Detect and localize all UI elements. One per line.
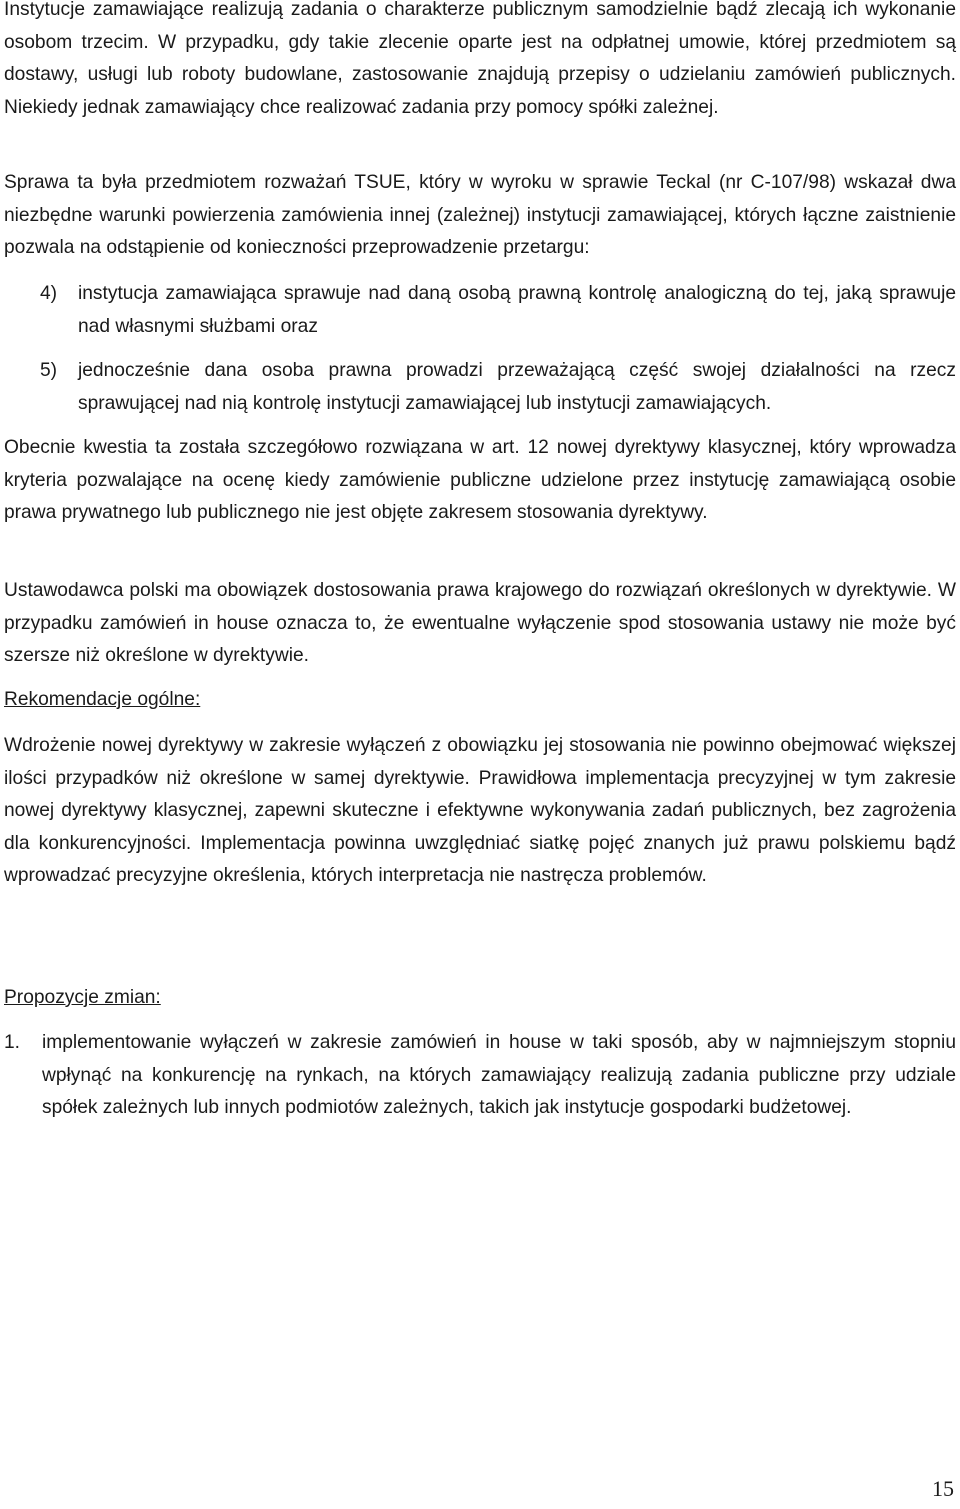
condition-item-4 <box>4 278 956 343</box>
paragraph-polish-legislator: Ustawodawca polski ma obowiązek dostosowania prawa krajowego do rozwiązań określonych w dyrektywie. W przypadku zamówień in house oznacza to, że ewentualne wyłączenie spod stosowania ustawy nie może być szersze niż określone w dyrektywie. <box>4 580 956 666</box>
paragraph-recommendations: Wdrożenie nowej dyrektywy w zakresie wyłączeń z obowiązku jej stosowania nie powinno obejmować większej ilości przypadków niż określone w samej dyrektywie. Prawidłowa implementacja precyzyjnej w tym zakresie nowej dyrektywy klasycznej, zapewni skuteczne i efektywne wykonywania zadań publicznych, bez zagrożenia dla konkurencyjności. Implementacja powinna uwzględniać siatkę pojęć znanych już prawu polskiemu bądź wprowadzać precyzyjne określenia, których interpretacja nie nastręcza problemów. <box>4 735 956 886</box>
heading-recommendations: Rekomendacje ogólne: <box>4 689 201 710</box>
condition-number: 4) <box>40 283 58 304</box>
proposal-text: implementowanie wyłączeń w zakresie zamówień in house w taki sposób, aby w najmniejszym stopniu wpłynąć na konkurencję na rynkach, na których zamawiający realizują zadania publiczne przy udziale spółek zależnych lub innych podmiotów zależnych, takich jak instytucje gospodarki budżetowej. <box>42 1032 956 1118</box>
paragraph-intro: Instytucje zamawiające realizują zadania o charakterze publicznym samodzielnie bądź zlecają ich wykonanie osobom trzecim. W przypadku, gdy takie zlecenie oparte jest na odpłatnej umowie, której przedmiotem są dostawy, usługi lub roboty budowlane, zastosowanie znajdują przepisy o udzielaniu zamówień publicznych. Niekiedy jednak zamawiający chce realizować zadania przy pomocy spółki zależnej. <box>4 0 956 118</box>
proposal-number: 1. <box>4 1032 21 1053</box>
condition-text: instytucja zamawiająca sprawuje nad daną osobą prawną kontrolę analogiczną do tej, jaką sprawuje nad własnymi służbami oraz <box>78 283 956 337</box>
condition-text: jednocześnie dana osoba prawna prowadzi przeważającą część swojej działalności na rzecz sprawującej nad nią kontrolę instytucji zamawiającej lub instytucji zamawiających. <box>78 360 956 414</box>
heading-proposals: Propozycje zmian: <box>4 987 161 1008</box>
paragraph-article-12: Obecnie kwestia ta została szczegółowo rozwiązana w art. 12 nowej dyrektywy klasycznej, który wprowadza kryteria pozwalające na ocenę kiedy zamówienie publiczne udzielone przez instytucję zamawiającą osobie prawa prywatnego lub publicznego nie jest objęte zakresem stosowania dyrektywy. <box>4 437 956 523</box>
page-number: 15 <box>932 1476 954 1501</box>
proposal-item-1 <box>4 1027 956 1125</box>
paragraph-teckal: Sprawa ta była przedmiotem rozważań TSUE, który w wyroku w sprawie Teckal (nr C-107/98) wskazał dwa niezbędne warunki powierzenia zamówienia innej (zależnej) instytucji zamawiającej, których łączne zaistnienie pozwala na odstąpienie od konieczności przeprowadzenie przetargu: <box>4 172 956 258</box>
condition-item-5 <box>4 355 956 420</box>
condition-number: 5) <box>40 360 58 381</box>
